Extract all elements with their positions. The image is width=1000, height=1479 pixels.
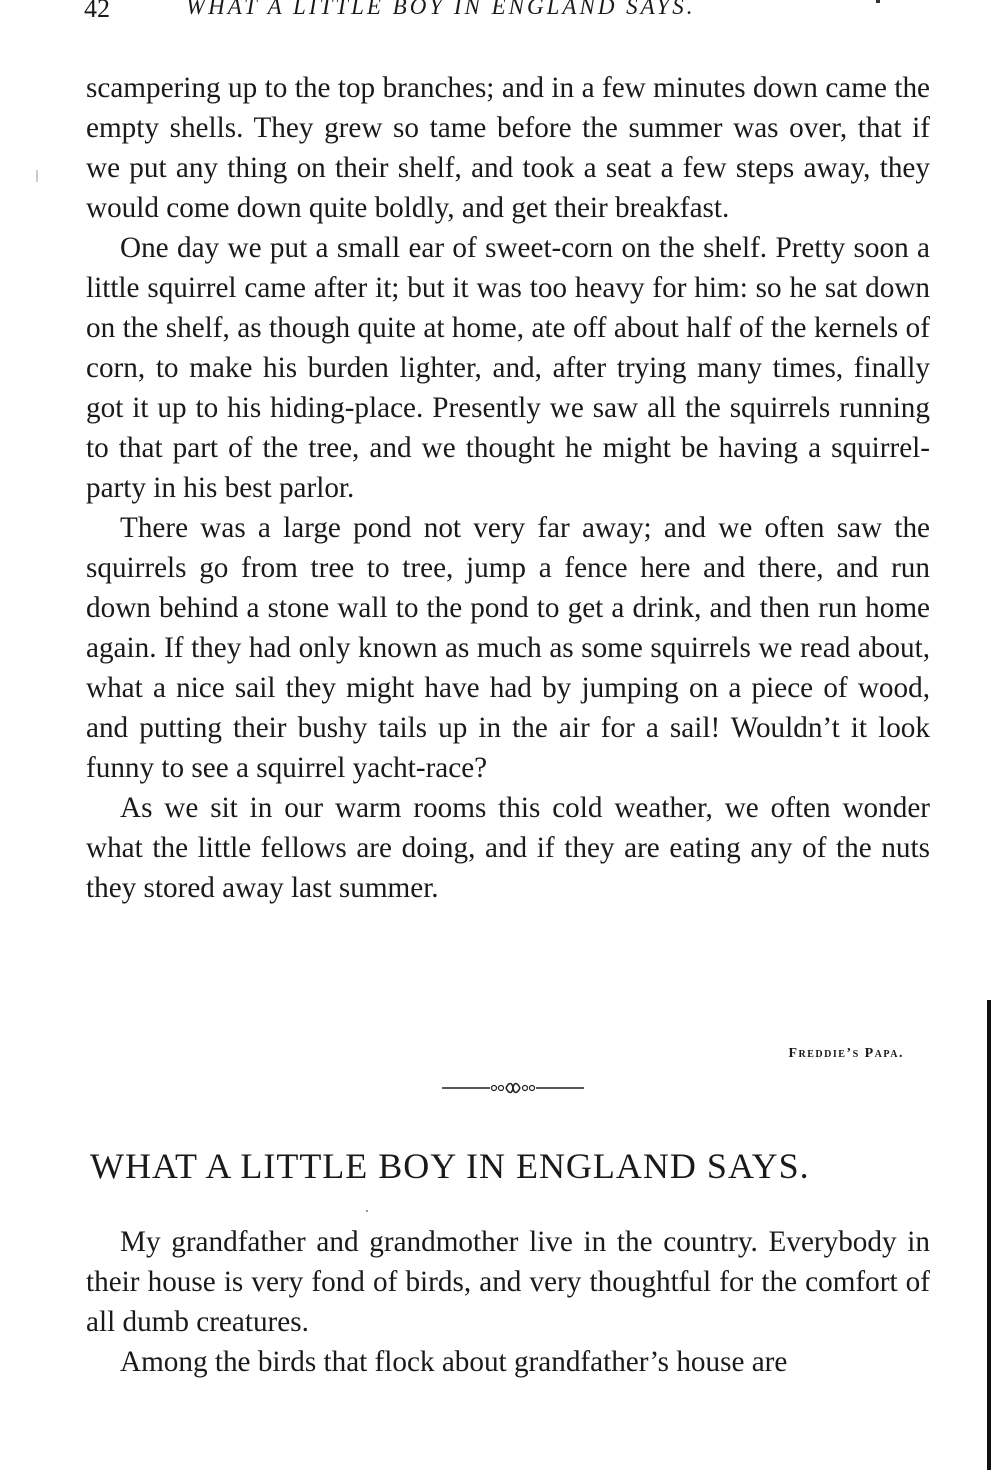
article-body bbox=[86, 68, 930, 908]
page-header bbox=[84, 0, 930, 24]
paragraph: scampering up to the top branches; and in a few minutes down came the empty shells. They grew so tame before the summer was over, that if we put any thing on their shelf, and took a seat a few steps away, they would come down quite boldly, and get their breakfast. bbox=[86, 72, 930, 224]
paragraph: As we sit in our warm rooms this cold weather, we often wonder what the little fellows are doing, and if they are eating any of the nuts they stored away last summer. bbox=[86, 792, 930, 904]
page-edge-shadow bbox=[987, 1000, 991, 1470]
scan-speck bbox=[366, 1210, 368, 1212]
ornament-divider-icon bbox=[442, 1078, 584, 1098]
section-title: WHAT A LITTLE BOY IN ENGLAND SAYS. bbox=[90, 1146, 810, 1186]
margin-mark bbox=[36, 170, 38, 182]
page-number: 42 bbox=[84, 0, 110, 23]
paragraph: My grandfather and grandmother live in the country. Everybody in their house is very fond of birds, and very thoughtful for the comfort of all dumb creatures. bbox=[86, 1226, 930, 1338]
section-body bbox=[86, 1222, 930, 1382]
paragraph: Among the birds that flock about grandfather’s house are bbox=[120, 1346, 788, 1378]
signature: Freddie’s Papa. bbox=[788, 1046, 904, 1061]
running-head: WHAT A LITTLE BOY IN ENGLAND SAYS. bbox=[186, 0, 696, 19]
paragraph: There was a large pond not very far away; and we often saw the squirrels go from tree to tree, jump a fence here and there, and run down behind a stone wall to the pond to get a drink, and then run home again. If they had only known as much as some squirrels we read about, what a nice sail they might have had by jumping on a piece of wood, and putting their bushy tails up in the air for a sail! Wouldn’t it look funny to see a squirrel yacht-race? bbox=[86, 512, 930, 784]
paragraph: One day we put a small ear of sweet-corn on the shelf. Pretty soon a little squirrel came after it; but it was too heavy for him: so he sat down on the shelf, as though quite at home, ate off about half of the kernels of corn, to make his burden lighter, and, after trying many times, finally got it up to his hiding-place. Presently we saw all the squirrels running to that part of the tree, and we thought he might be having a squirrel-party in his best parlor. bbox=[86, 232, 930, 504]
